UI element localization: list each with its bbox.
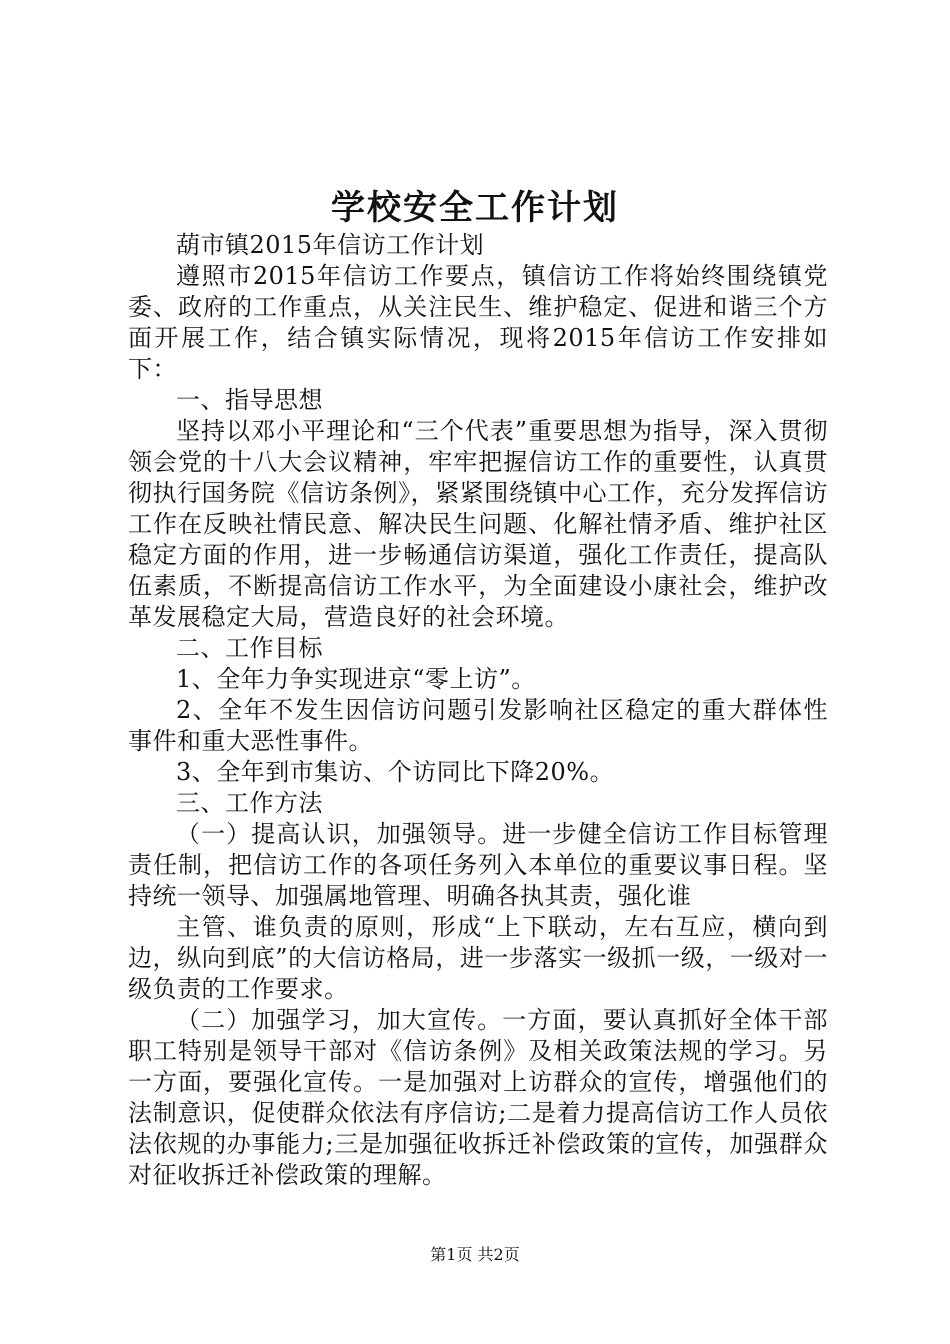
paragraph-subtitle: 葫市镇2015年信访工作计划	[176, 231, 485, 259]
method-item-2: （二）加强学习，加大宣传。一方面，要认真抓好全体干部职工特别是领导干部对《信访条例》及相关政策法规的学习。另一方面，要强化宣传。一是加强对上访群众的宣传，增强他们的法制意识，促使群众依法有序信访;二是着力提高信访工作人员依法依规的办事能力;三是加强征收拆迁补偿政策的宣传，加强群众对征收拆迁补偿政策的理解。	[128, 1006, 828, 1189]
paragraph-guiding-ideology: 坚持以邓小平理论和“三个代表”重要思想为指导，深入贯彻领会党的十八大会议精神，牢牢把握信访工作的重要性，认真贯彻执行国务院《信访条例》，紧紧围绕镇中心工作，充分发挥信访工作在反映社情民意、解决民生问题、化解社情矛盾、维护社区稳定方面的作用，进一步畅通信访渠道，强化工作责任，提高队伍素质，不断提高信访工作水平，为全面建设小康社会，维护改革发展稳定大局，营造良好的社会环境。	[128, 417, 828, 631]
document-title: 学校安全工作计划	[331, 188, 619, 228]
goal-item-1: 1、全年力争实现进京“零上访”。	[176, 665, 536, 693]
goal-item-2: 2、全年不发生因信访问题引发影响社区稳定的重大群体性事件和重大恶性事件。	[128, 696, 828, 755]
heading-work-methods: 三、工作方法	[176, 789, 323, 817]
heading-guiding-ideology: 一、指导思想	[176, 386, 323, 414]
method-item-1-continued: 主管、谁负责的原则，形成“上下联动，左右互应，横向到边，纵向到底”的大信访格局，进一步落实一级抓一级，一级对一级负责的工作要求。	[128, 913, 828, 1003]
page-indicator: 第1页 共2页	[430, 1245, 520, 1264]
paragraph-intro: 遵照市2015年信访工作要点，镇信访工作将始终围绕镇党委、政府的工作重点，从关注民生、维护稳定、促进和谐三个方面开展工作，结合镇实际情况，现将2015年信访工作安排如下：	[128, 262, 828, 383]
method-item-1: （一）提高认识，加强领导。进一步健全信访工作目标管理责任制，把信访工作的各项任务列入本单位的重要议事日程。坚持统一领导、加强属地管理、明确各执其责，强化谁	[128, 820, 828, 910]
goal-item-3: 3、全年到市集访、个访同比下降20%。	[176, 758, 615, 786]
document-body	[128, 230, 828, 1191]
heading-work-goals: 二、工作目标	[176, 634, 323, 662]
